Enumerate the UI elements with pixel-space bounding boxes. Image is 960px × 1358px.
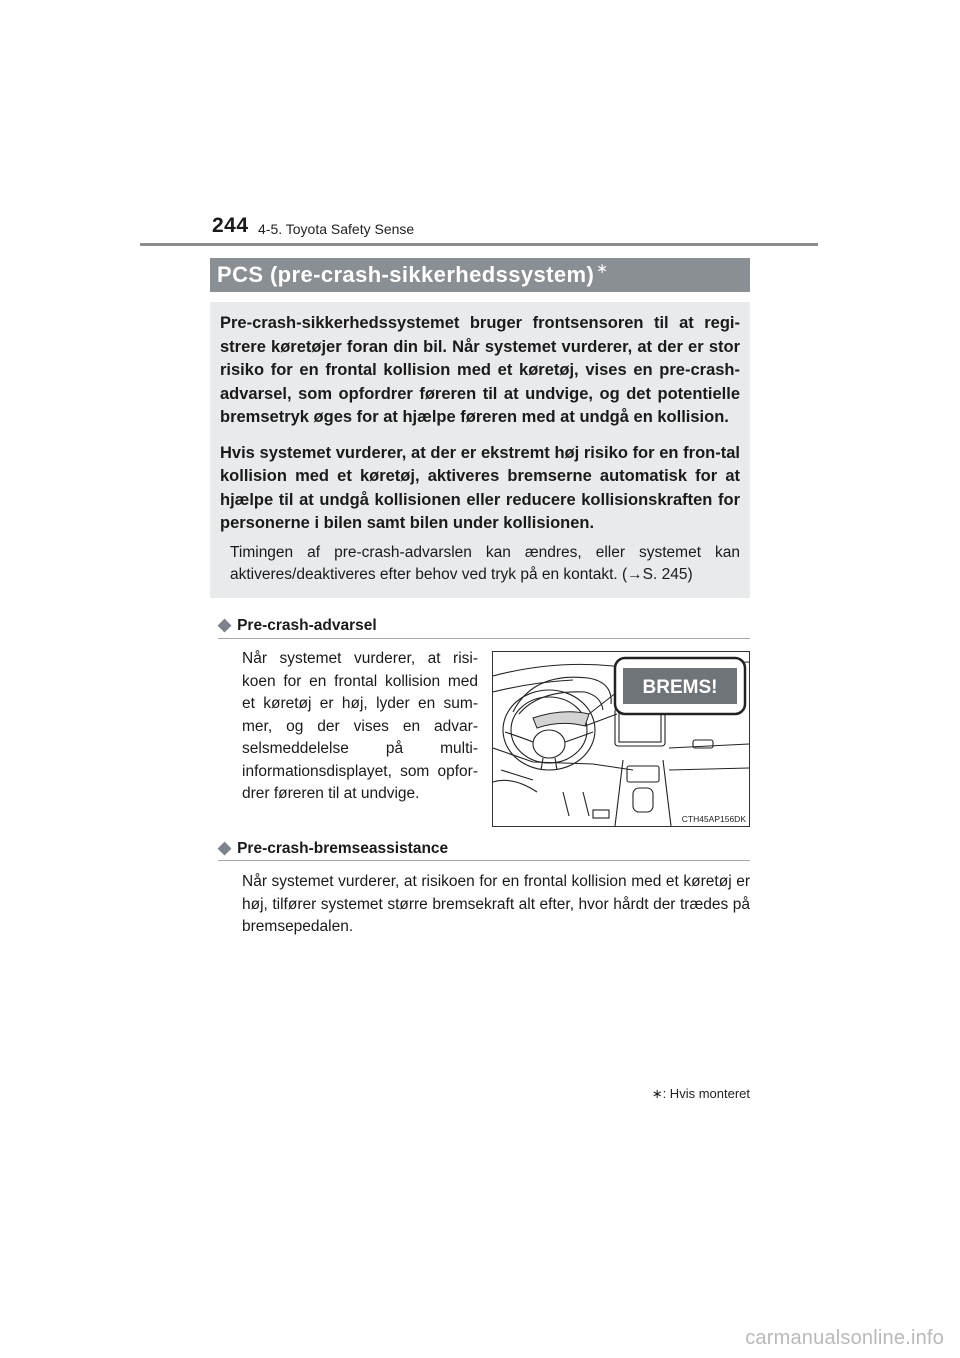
page-number: 244	[212, 214, 249, 237]
header-divider	[140, 243, 818, 246]
dashboard-illustration	[492, 651, 750, 827]
section-divider	[218, 860, 750, 861]
section-paragraph: Når systemet vurderer, at risikoen for en frontal kollision med et køretøj er høj, tilfører systemet større bremsekraft alt efter, hvor hårdt der trædes på bremsepedalen.	[242, 873, 750, 935]
title-bar	[210, 258, 750, 292]
dashboard-drawing	[493, 652, 749, 826]
section-paragraph: Når systemet vurderer, at risi-koen for en frontal kollision med et køretøj er høj, lyder en sum-mer, og der vises en advar-selsmeddelelse på multi-informationsdisplayet, som opfor-drer føreren til at undvige.	[242, 650, 478, 802]
footnote: ∗: Hvis monteret	[651, 1086, 750, 1101]
section-text-warning	[242, 648, 478, 806]
section-divider	[218, 638, 750, 639]
figure-code: CTH45AP156DK	[681, 814, 746, 824]
footnote-marker: ∗	[596, 260, 609, 276]
section-heading-warning: ◆ Pre-crash-advarsel	[218, 615, 377, 634]
page-title: PCS (pre-crash-sikkerhedssystem) ∗	[217, 260, 609, 287]
diamond-icon: ◆	[218, 615, 232, 634]
intro-paragraph-1: Pre-crash-sikkerhedssystemet bruger frontsensoren til at regi-strere køretøjer foran din bil. Når systemet vurderer, at der er stor risiko for en frontal kollision med et køretøj, vises en pre-crash-advarsel, som opfordrer føreren til at undvige, og det potentielle bremsetryk øges for at hjælpe føreren med at undgå en kollision.	[220, 314, 740, 426]
brake-warning-message: BREMS!	[642, 677, 718, 698]
section-heading-brake-assist: ◆ Pre-crash-bremseassistance	[218, 838, 449, 857]
intro-note: Timingen af pre-crash-advarslen kan ændres, eller systemet kan aktiveres/deaktiveres efter behov ved tryk på en kontakt. (→S. 245)	[230, 543, 740, 583]
section-text-brake-assist	[242, 871, 750, 939]
intro-box	[210, 302, 750, 598]
intro-paragraph-2: Hvis systemet vurderer, at der er ekstremt høj risiko for en fron-tal kollision med et køretøj, aktiveres bremserne automatisk for at hjælpe til at undgå kollisionen eller reducere kollisionskraften for personerne i bilen samt bilen under kollisionen.	[220, 443, 740, 532]
footer-watermark: carmanualsonline.info	[745, 1327, 944, 1349]
section-label: 4-5. Toyota Safety Sense	[258, 221, 415, 237]
diamond-icon: ◆	[218, 838, 232, 857]
